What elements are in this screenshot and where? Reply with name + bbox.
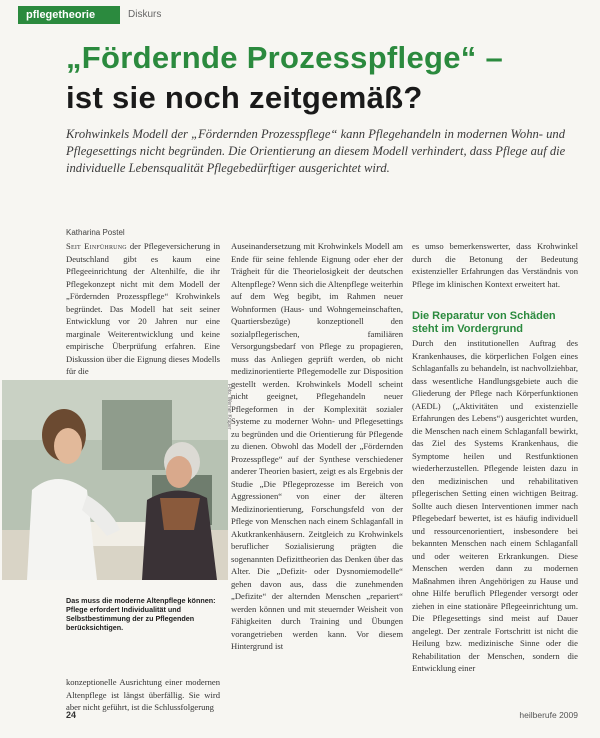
- title-line-2: ist sie noch zeitgemäß?: [66, 80, 423, 115]
- photo-illustration: [2, 380, 228, 580]
- column-3-text-top: es umso bemerkenswerter, dass Krohwinkel durch die Betonung der Bedeutung existenzieller Erfahrungen das Verständnis von Pflege im klinischen Kontext erweitert hat.: [412, 241, 578, 289]
- header-bar: [0, 6, 600, 24]
- lead-paragraph: Krohwinkels Modell der „Fördernden Prozesspflege“ kann Pflegehandeln in modernen Wohn- und Pflegesettings nicht begründen. Die Orientierung an diesem Modell verhindert, dass Pflege auf die individuelle Lebensqualität Pflegebedürftiger ausgerichtet wird.: [66, 127, 566, 175]
- column-1-text-top: [66, 240, 220, 378]
- magazine-name: heilberufe 2009: [519, 710, 578, 720]
- lead-in: Seit Einführung: [66, 241, 127, 251]
- subsection-label: Diskurs: [128, 9, 162, 20]
- column-2-text: Auseinandersetzung mit Krohwinkels Modell am Ende für seine fehlende Eignung oder eher der Trägheit für die Theorielosigkeit der deutschen Altenpflege? Wenn sich die Altenpflege weiterhin auf dem Weg begibt, im Rahmen neuer Wohnformen (Haus- und Wohngemeinschaften, Quartiersbezüge) konzeptionell den sozialpflegerischen, familiären Versorgungsbedarf von Pflege zu propagieren, muss das Anliegen geprüft werden, ob nicht medizinorientierte Pflegemodelle zur Disposition gestellt werden. Krohwinkels Modell scheint nicht geeignet, Pflegehandeln neuer Pflegeformen in der Komplexität sozialer Systeme zu moderner Wohn- und Pflegesettings zu begründen und die Orientierung für Pflegende zu dienen. Obwohl das Modell der „Fördernden Prozesspflege“ auf der Synthese verschiedener anderer Theorien basiert, zeigt es als Ergebnis der Studie „Die Pflegeprozesse im Bereich von Aggressionen“ von einer der älteren Medizinorientierung, Forschungsfeld von der Pflege von Menschen nach einem Schlaganfall in Akutkrankenhäusern. Zeitgleich zu Krohwinkels beruflicher Sozialisierung prägten die sogenannten Defizittheorien das Denken über das Alter. Die „Defizit- oder Dysnomiemodelle“ gehen davon aus, dass die zunehmenden „Defizite“ der alternden Menschen „repariert“ werden können und mit steuernder Weisheit von Fähigkeiten durch Training und Übungen vorangetrieben werden kann. Vor diesem Hintergrund ist: [231, 241, 403, 651]
- column-1-paragraph: der Pflegeversicherung in Deutschland gibt es kaum eine Pflegeeinrichtung der Altenhilfe, die ihr Pflegekonzept nicht mit dem Modell der „Fördernden Prozesspflege“ Krohwinkels begründet. Das Modell hat seit seiner Entwicklung vor 20 Jahren nur eine marginale Weiterentwicklung und keine empirische Überprüfung erfahren. Eine Diskussion über die Eignung dieses Modells für die: [66, 241, 220, 376]
- title-line-1: „Fördernde Prozesspflege“ –: [66, 40, 504, 75]
- page-number: 24: [66, 710, 77, 720]
- section-tag: pflegetheorie: [18, 6, 120, 24]
- article-photo: [2, 380, 228, 580]
- subheading: Die Reparatur von Schäden steht im Vordergrund: [412, 310, 556, 335]
- author-name: Katharina Postel: [66, 228, 125, 237]
- photo-credit: Foto: Werner Krüper: [226, 384, 232, 430]
- column-1-text-bottom: konzeptionelle Ausrichtung einer modernen Altenpflege ist längst überfällig. Sie wird aber nicht geführt, ist die Schlussfolgerung: [66, 677, 220, 712]
- column-3-text-bottom: Durch den institutionellen Auftrag des Krankenhauses, die körperlichen Folgen eines Schlaganfalls zu behandeln, ist nachvollziehbar, dass wesentliche Handlungsgebiete auch die Gliederung der Pflege nach Körperfunktionen (AEDL) („Aktivitäten und existenzielle Erfahrungen des Lebens“) ausgerichtet wurden, die Menschen nach einem Schlaganfall bewirkt, das Ziel des Systems Krankenhaus, die Symptome heilen und Restfunktionen wiederherzustellen. Pflegende leisten dazu in den medizinischen und rehabilitativen pflegerischen Setting einen wichtigen Beitrag. Sollte auch diesen Interventionen immer nach Pflegebedarf bewertet, ist es häufig individuell und ressourcenorientiert, insbesondere bei bekannten Menschen nach einem Schlaganfall und oder weiteren Erkrankungen. Diese Menschen werden dann zu modernen Maßnahmen ihren Angehörigen zu Hause und ohne Hilfe beruflich Pflegender versorgt oder ziehen in eine stationäre Pflegeeinrichtung um. Die Pflegesettings sind meist auf Dauer angelegt. Der zentrale Fortschritt ist nicht die Heilung bzw. medizinische Sinne oder die Rehabilitation der Menschen, sondern die Entwicklung einer: [412, 338, 578, 673]
- photo-caption: Das muss die moderne Altenpflege können: Pflege erfordert Individualität und Selbstbestimmung der zu Pflegenden berücksichtigen.: [66, 596, 216, 632]
